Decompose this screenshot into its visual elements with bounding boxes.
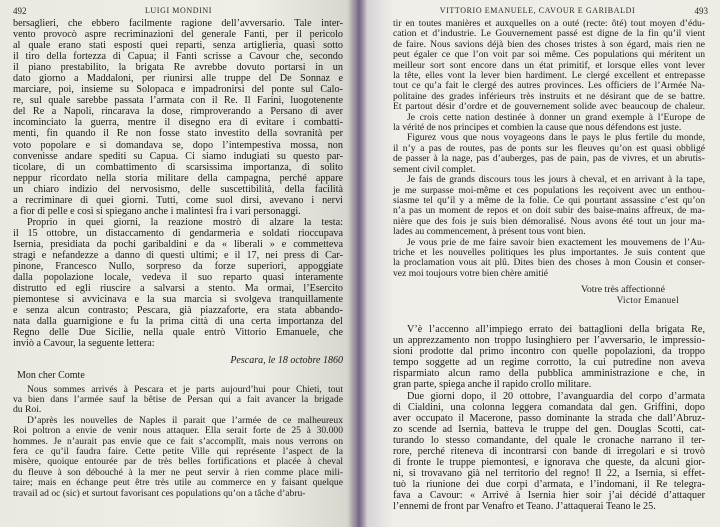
text-line: la proclamation vous ait plû. Dites bien des choses à mon Cousin et conser- (393, 257, 705, 269)
text-line: di Cialdini, una colonna leggera comandata dal gen. Griffini, dopo (393, 401, 705, 413)
letter-dateline: Pescara, le 18 octobre 1860 (230, 355, 343, 367)
text-line: voto popolare e si domandava se, dopo l’intempestiva mossa, non (13, 139, 343, 151)
book-gutter (349, 0, 367, 527)
text-line: triche et les nouvelles politiques les plus importantes. Je suis content que (393, 246, 705, 258)
letter-salutation: Mon cher Comte (17, 370, 85, 382)
text-line: inviò a Cavour, la seguente lettera: (13, 338, 155, 350)
text-line: du fleuve à son débouché à la mer ne peut servir à rien comme place mili- (13, 466, 343, 478)
text-line: marciare, poi, insieme su Solopaca e impadronirsi del ponte sul Calo- (13, 84, 343, 96)
text-line: menti, fin quando il Re non fosse stato investito della sovranità per (13, 128, 343, 140)
text-line: nata dalla guarnigione e fu la prima città di una certa importanza del (13, 316, 343, 328)
text-line: distrutto ed egli riuscire a salvarsi a stento. Ma ormai, l’Esercito (13, 283, 343, 295)
text-line: Isernia, presidiata da pochi garibaldini e da « liberali » e commetteva (13, 238, 343, 250)
left-page-text (13, 18, 343, 499)
text-line: Nous sommes arrivés à Pescara et je parts aujourd’hui pour Chieti, tout (27, 383, 343, 395)
text-line: vento provocò aspre recriminazioni del generale Fanti, per il pericolo (13, 29, 343, 41)
right-page-text (393, 19, 705, 512)
text-line: convenisse andare spediti su Capua. Ci siamo indugiati su questo par- (13, 150, 343, 162)
text-line: Je fais de grands discours tous les jours à cheval, et en arrivant à la tape, (407, 174, 705, 186)
text-line: D’après les nouvelles de Naples il parait que l’armée de ce malheureux (27, 414, 343, 426)
right-body (393, 324, 705, 512)
text-line: lades au commencement, à présent tous vont bien. (393, 226, 586, 238)
text-line: Proprio in quei giorni, la reazione mostrò di alzare la testa: (27, 216, 343, 228)
text-line: incominciato la guerra, mentre il disegno era di evitare i combatti- (13, 117, 343, 129)
text-line: stragi e nefandezze a danno di questi ultimi; e il 17, nei press di Car- (13, 249, 343, 261)
text-line: aver occupato il Macerone, passo dominante la strada che dall’Abruz- (393, 412, 705, 424)
text-line: dato giorno a Maddaloni, per riunirsi alle truppe del De Sonnaz e (13, 73, 343, 85)
text-line: del Re a Napoli, rincarava la dose, rimproverando a Persano di aver (13, 106, 343, 118)
text-line: risparmiato alcun ramo della pubblica amministrazione e che, in (393, 368, 705, 380)
text-line: re, sul quale sarebbe passata l’armata con il Re. Il Farini, luogotenente (13, 95, 343, 107)
right-page (357, 0, 720, 527)
left-body (13, 18, 343, 349)
text-line: ni, si trovavano già nel territorio del regno! Il 22, a Isernia, si effet- (393, 467, 705, 479)
text-line: di fronte le truppe piemontesi, e ignorava che queste, da alcuni gior- (393, 456, 705, 468)
text-line: e senza alcun contrasto; Pescara, già piazzaforte, era stata abbando- (13, 305, 343, 317)
text-line: tempo soggette ad un regime corrotto, la cui putredine non aveva (393, 357, 705, 369)
text-line: rore, perché riteneva di incontrarsi con bande di irregolari e si trovò (393, 445, 705, 457)
right-running-head: VITTORIO EMANUELE, CAVOUR E GARIBALDI (439, 6, 636, 15)
letter-text-left (13, 385, 343, 499)
letter-closing: Votre très affectionné (581, 284, 665, 296)
text-line: a recriminare di quei giorni. Tutti, come suol dirsi, avevano i nervi (13, 194, 343, 206)
text-line: vez moi toujours votre bien chère amitié (393, 267, 549, 279)
text-line: un chiaro indizio del nervosismo, delle suscettibilità, della facilità (13, 183, 343, 195)
text-line: Regno delle Due Sicilie, nella quale entrò Vittorio Emanuele, che (13, 327, 343, 339)
text-line: il tiro della fortezza di Capua; il Fanti scrisse a Cavour che, secondo (13, 51, 343, 63)
text-line: meilleur sort sont encore dans un état primitif, et lorsque elles vont lever (393, 59, 705, 71)
text-line: gran parte, spiega anche il rapido crollo militare. (393, 379, 592, 391)
text-line: Roi poltron a envie de venir nous attaquer. Ella serait forte de 25 à 30.000 (13, 425, 343, 437)
text-line: piemontese si avvicinava e la sua marcia si svolgeva tranquillamente (13, 294, 343, 306)
text-line: al quale erano stati esposti quei reparti, senza artiglieria, quasi sotto (13, 40, 343, 52)
left-running-head: LUIGI MONDINI (144, 6, 213, 15)
text-line: neppur ricordato nella storia militare della campagna, perché appare (13, 172, 343, 184)
right-page-number: 493 (694, 6, 708, 16)
text-line: il n’y a pas de routes, pas de ponts sur les fleuves qu’on est quasi obbligé (393, 142, 705, 154)
text-line: Figurez vous que nous voyageons dans le pays le plus fertile du monde, (407, 132, 705, 144)
text-line: Et partout désir d’ordre et de gouvernement solide avec beaucoup de chaleur. (393, 101, 705, 113)
text-line: il piano prestabilito, la brigata Re avrebbe dovuto portarsi in un (13, 62, 343, 74)
text-line: je me surpasse moi-même et ces populations les reçoivent avec un enthou- (393, 184, 705, 196)
text-line: sioni prodotte dal primo incontro con quelle popolazioni, da troppo (393, 346, 705, 358)
text-line: fava a Cavour: « Arrivé à Isernia hier soir j’ai décidé d’attaquer (393, 489, 705, 501)
text-line: pinone, Francesco Nullo, sorpreso da forze superiori, appoggiate (13, 261, 343, 273)
text-line: tir en toutes manières et auxquelles on a outé (recte: ôté) tout moyen d’édu- (393, 18, 705, 29)
text-line: sement civil complet. (393, 163, 476, 175)
text-line: nière que des fois je suis bien démoralisé. Nous avons été tout un jour ma- (393, 215, 705, 227)
text-line: tout ce qu’a fait le clergé des autres provinces. Les officiers de l’Armée Na- (393, 80, 705, 92)
text-line: siasme tel qu’il y a même de la folie. Ce qui pourtant assassine c’est qu’on (393, 194, 705, 206)
text-line: V’è l’accenno all’impiego errato dei battaglioni della brigata Re, (407, 324, 705, 336)
text-line: peut égaler ce que l’on voit par soi même. Ces populations qui méritent un (393, 49, 705, 61)
text-line: zo scende ad Isernia, batteva le truppe del gen. Douglas Scotti, cat- (393, 423, 705, 435)
text-line: travail ad oc (sic) et surtout favorisant ces populations qu’on a tâche d’abru- (13, 487, 306, 499)
text-line: cation et d’industrie. Le Gouvernement passé est digne de la fin qu’il vient (393, 28, 705, 40)
text-line: politaine des grades inférieurs très instruits et ne désirant que de se battre. (393, 90, 705, 102)
text-line: du Roi. (13, 404, 42, 416)
text-line: tuò la riunione dei due corpi d’armata, e l’indomani, il Re telegra- (393, 478, 705, 490)
text-line: l’ennemi de front par Venafro et Teano. J’attaquerai Teano le 25. (393, 501, 656, 512)
text-line: dalla popolazione locale, vedeva il suo reparto quasi interamente (13, 272, 343, 284)
text-line: de passer à la nage, pas d’auberges, pas de pain, pas de vivres, et un abrutis- (393, 153, 705, 165)
text-line: Due giorni dopo, il 20 ottobre, l’avanguardia del corpo d’armata (407, 390, 705, 402)
text-line: hommes. Je n’aurait pas envie que ce fait s’accomplît, mais nous verrons on (13, 435, 343, 447)
text-line: taire; mais en échange peut être très utile au commerce en y faisant quelque (13, 477, 343, 489)
text-line: turando lo stesso comandante, del quale le cronache narrano il ter- (393, 434, 705, 446)
text-line: il 15 ottobre, un distaccamento di gendarmeria e soldati rioccupava (13, 227, 343, 239)
text-line: n’a pas un moment de repos et on doit subir des baise-mains affreux, de ma- (393, 205, 705, 217)
text-line: de faire. Nous savions déjà bien des choses tristes à son égard, mais rien ne (393, 38, 705, 50)
left-page (0, 0, 357, 527)
text-line: un apprezzamento non troppo lusinghiero per l’avversario, le impressio- (393, 335, 705, 347)
text-line: la tête, elles vont la lever bien hardiment. Le clergé excellent et entrepasse (393, 70, 705, 82)
text-line: Je crois cette nation destinée à donner un grand exemple à l’Europe de (407, 111, 705, 123)
text-line: a fior di pelle e così si spiegano anche i malintesi fra i vari personaggi. (13, 205, 301, 217)
text-line: ticolare, di un combattimento di scarsissima importanza, di solito (13, 161, 343, 173)
text-line: fera ce qu’il faudra faire. Cette petite Ville qui représente l’aspect de la (13, 445, 343, 457)
text-line: misère, quoique entourée par de très belles fortifications et placée à cheval (13, 456, 343, 468)
left-page-number: 492 (13, 6, 27, 16)
text-line: la vérité de nos principes et combien la cause que nous défendons est juste. (393, 122, 682, 134)
text-line: bersaglieri, che ebbero facilmente ragione dell’avversario. Tale inter- (13, 18, 343, 29)
letter-text-right (393, 19, 705, 279)
text-line: Je vous prie de me faire savoir bien exactement les mouvemens de l’Au- (407, 236, 705, 248)
letter-signature: Victor Emanuel (616, 295, 679, 306)
text-line: va bien dans l’armée sauf la bêtise de Persan qui a fait avancer la brigade (13, 393, 343, 405)
